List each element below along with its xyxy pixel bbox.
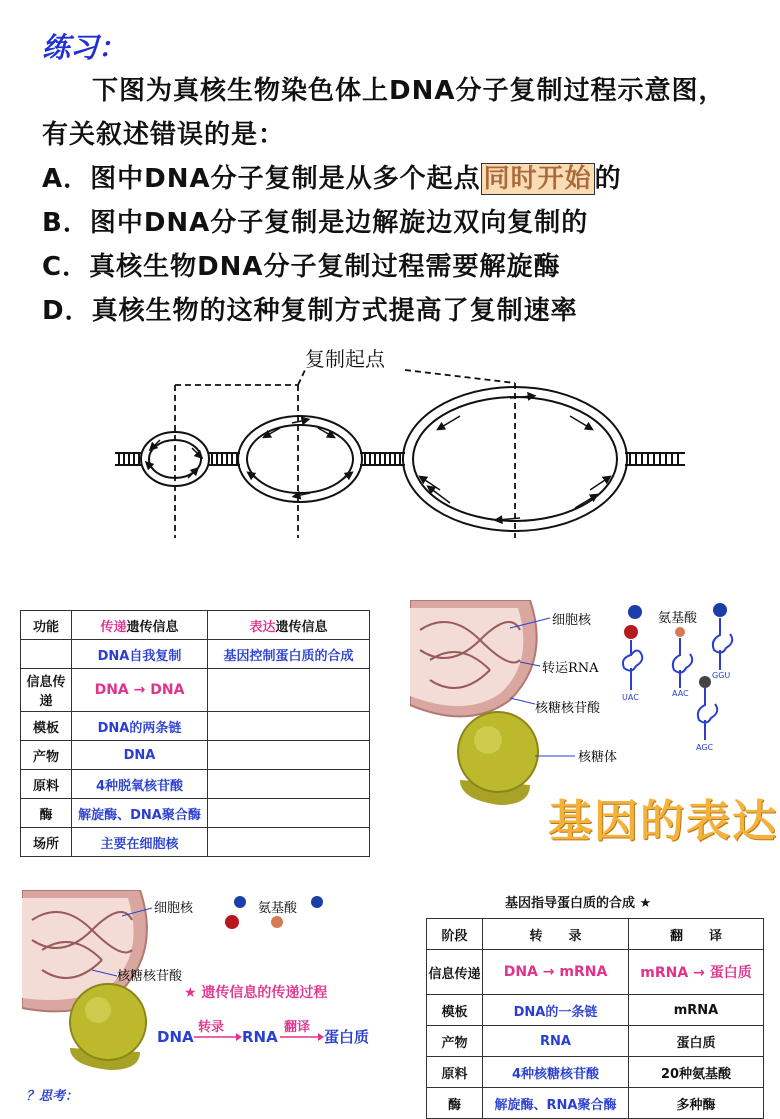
t1-dna-self-replication: DNA自我复制 <box>72 640 208 669</box>
t1-gene-protein-synthesis: 基因控制蛋白质的合成 <box>208 640 370 669</box>
ribonucleotide-label: 核糖核苷酸 <box>117 969 183 984</box>
flow-rna: RNA <box>242 1028 278 1046</box>
flow-protein: 蛋白质 <box>324 1028 370 1046</box>
amino-acid-blue-icon <box>713 603 727 617</box>
t1-cell <box>21 640 72 669</box>
amino-acid-red-icon <box>624 625 638 639</box>
t2-header-translation: 翻 译 <box>629 919 764 950</box>
amino-acid-label: 氨基酸 <box>658 611 698 626</box>
dna-ladder-left <box>115 453 142 465</box>
t1-row-label: 酶 <box>21 799 72 828</box>
dna-replication-diagram <box>100 338 700 548</box>
think-label: ？思考： <box>26 1089 79 1102</box>
t1-row-value: DNA的两条链 <box>72 712 208 741</box>
amino-acid-orange-icon <box>675 627 685 637</box>
replication-function-table <box>20 610 370 857</box>
gene-expression-cell-illustration <box>410 600 770 815</box>
process-title: ★ 遗传信息的传递过程 <box>184 985 328 1001</box>
t1-row-value: 4种脱氧核苷酸 <box>72 770 208 799</box>
t2-translation-value: 蛋白质 <box>629 1026 764 1057</box>
option-d[interactable]: D．真核生物的这种复制方式提高了复制速率 <box>42 296 578 326</box>
t2-row-label: 信息传递 <box>427 950 483 995</box>
amino-acid-red-icon <box>225 915 239 929</box>
t2-translation-value: mRNA → 蛋白质 <box>629 950 764 995</box>
flow-translation: 翻译 <box>284 1020 311 1035</box>
ribosome-label: 核糖体 <box>578 750 618 765</box>
ribosome-icon <box>70 984 146 1060</box>
dna-ladder-right <box>625 453 685 465</box>
t2-row-label: 酶 <box>427 1088 483 1119</box>
t1-row-value: DNA <box>72 741 208 770</box>
replication-bubble-medium <box>238 416 362 502</box>
t1-header-express: 表达遗传信息 <box>208 611 370 640</box>
t2-translation-value: 20种氨基酸 <box>629 1057 764 1088</box>
t1-empty <box>208 741 370 770</box>
ribosome-icon <box>458 712 538 792</box>
t2-row-label: 原料 <box>427 1057 483 1088</box>
t1-empty <box>208 669 370 712</box>
t1-empty <box>208 799 370 828</box>
trna-label: 转运RNA <box>542 661 599 676</box>
flow-transcription: 转录 <box>198 1020 225 1035</box>
ribosome-highlight <box>85 997 111 1023</box>
t2-transcription-value: DNA的一条链 <box>483 995 629 1026</box>
t1-row-value: 解旋酶、DNA聚合酶 <box>72 799 208 828</box>
option-a-tail: 的 <box>594 164 622 194</box>
anticodon-label: UAC <box>622 693 639 702</box>
t1-empty <box>208 712 370 741</box>
t2-transcription-value: 4种核糖核苷酸 <box>483 1057 629 1088</box>
t1-row-label: 产物 <box>21 741 72 770</box>
protein-synthesis-table <box>426 918 764 1119</box>
exercise-title: 练习： <box>42 31 127 64</box>
t2-header-transcription: 转 录 <box>483 919 629 950</box>
transmission-process-illustration <box>22 890 382 1102</box>
t1-row-label: 原料 <box>21 770 72 799</box>
t1-row-label: 信息传递 <box>21 669 72 712</box>
table2-caption-text: 基因指导蛋白质的合成 ★ <box>505 896 652 911</box>
t2-translation-value: mRNA <box>629 995 764 1026</box>
t1-row-value: 主要在细胞核 <box>72 828 208 857</box>
amino-acid-gray-icon <box>699 676 711 688</box>
t2-transcription-value: RNA <box>483 1026 629 1057</box>
t1-empty <box>208 770 370 799</box>
dna-ladder-mid1 <box>208 453 240 465</box>
ribonucleotide-label: 核糖核苷酸 <box>535 701 601 716</box>
t2-transcription-value: 解旋酶、RNA聚合酶 <box>483 1088 629 1119</box>
nucleus-label: 细胞核 <box>552 613 592 628</box>
nucleus-label: 细胞核 <box>154 901 194 916</box>
t2-translation-value: 多种酶 <box>629 1088 764 1119</box>
option-a-text: A．图中DNA分子复制是从多个起点 <box>42 164 481 194</box>
t2-header-stage: 阶段 <box>427 919 483 950</box>
ribosome-highlight <box>474 726 502 754</box>
option-a[interactable] <box>42 158 622 195</box>
t1-row-label: 场所 <box>21 828 72 857</box>
dna-ladder-mid2 <box>360 453 405 465</box>
t1-row-label: 模板 <box>21 712 72 741</box>
t2-row-label: 模板 <box>427 995 483 1026</box>
gene-expression-title: 基因的表达 <box>548 796 778 847</box>
anticodon-label: AAC <box>672 689 689 698</box>
origin-label: 复制起点 <box>305 347 385 371</box>
amino-acid-blue-icon <box>311 896 323 908</box>
amino-acid-blue-icon <box>234 896 246 908</box>
t2-transcription-value: DNA → mRNA <box>483 950 629 995</box>
t1-row-value: DNA → DNA <box>72 669 208 712</box>
flow-dna: DNA <box>157 1028 194 1046</box>
option-c[interactable]: C．真核生物DNA分子复制过程需要解旋酶 <box>42 252 561 282</box>
amino-acid-orange-icon <box>271 916 283 928</box>
t1-empty <box>208 828 370 857</box>
option-b[interactable]: B．图中DNA分子复制是边解旋边双向复制的 <box>42 208 589 238</box>
t1-header-function: 功能 <box>21 611 72 640</box>
amino-acid-blue-icon <box>628 605 642 619</box>
question-stem-line2: 有关叙述错误的是： <box>42 120 286 150</box>
amino-acid-label: 氨基酸 <box>258 901 298 916</box>
option-a-highlight: 同时开始 <box>481 163 595 195</box>
anticodon-label: AGC <box>696 743 714 752</box>
question-stem-line1: 下图为真核生物染色体上DNA分子复制过程示意图， <box>92 76 726 106</box>
t1-header-transmit: 传递遗传信息 <box>72 611 208 640</box>
t2-row-label: 产物 <box>427 1026 483 1057</box>
anticodon-label: GGU <box>712 671 731 680</box>
table2-caption <box>505 892 651 911</box>
